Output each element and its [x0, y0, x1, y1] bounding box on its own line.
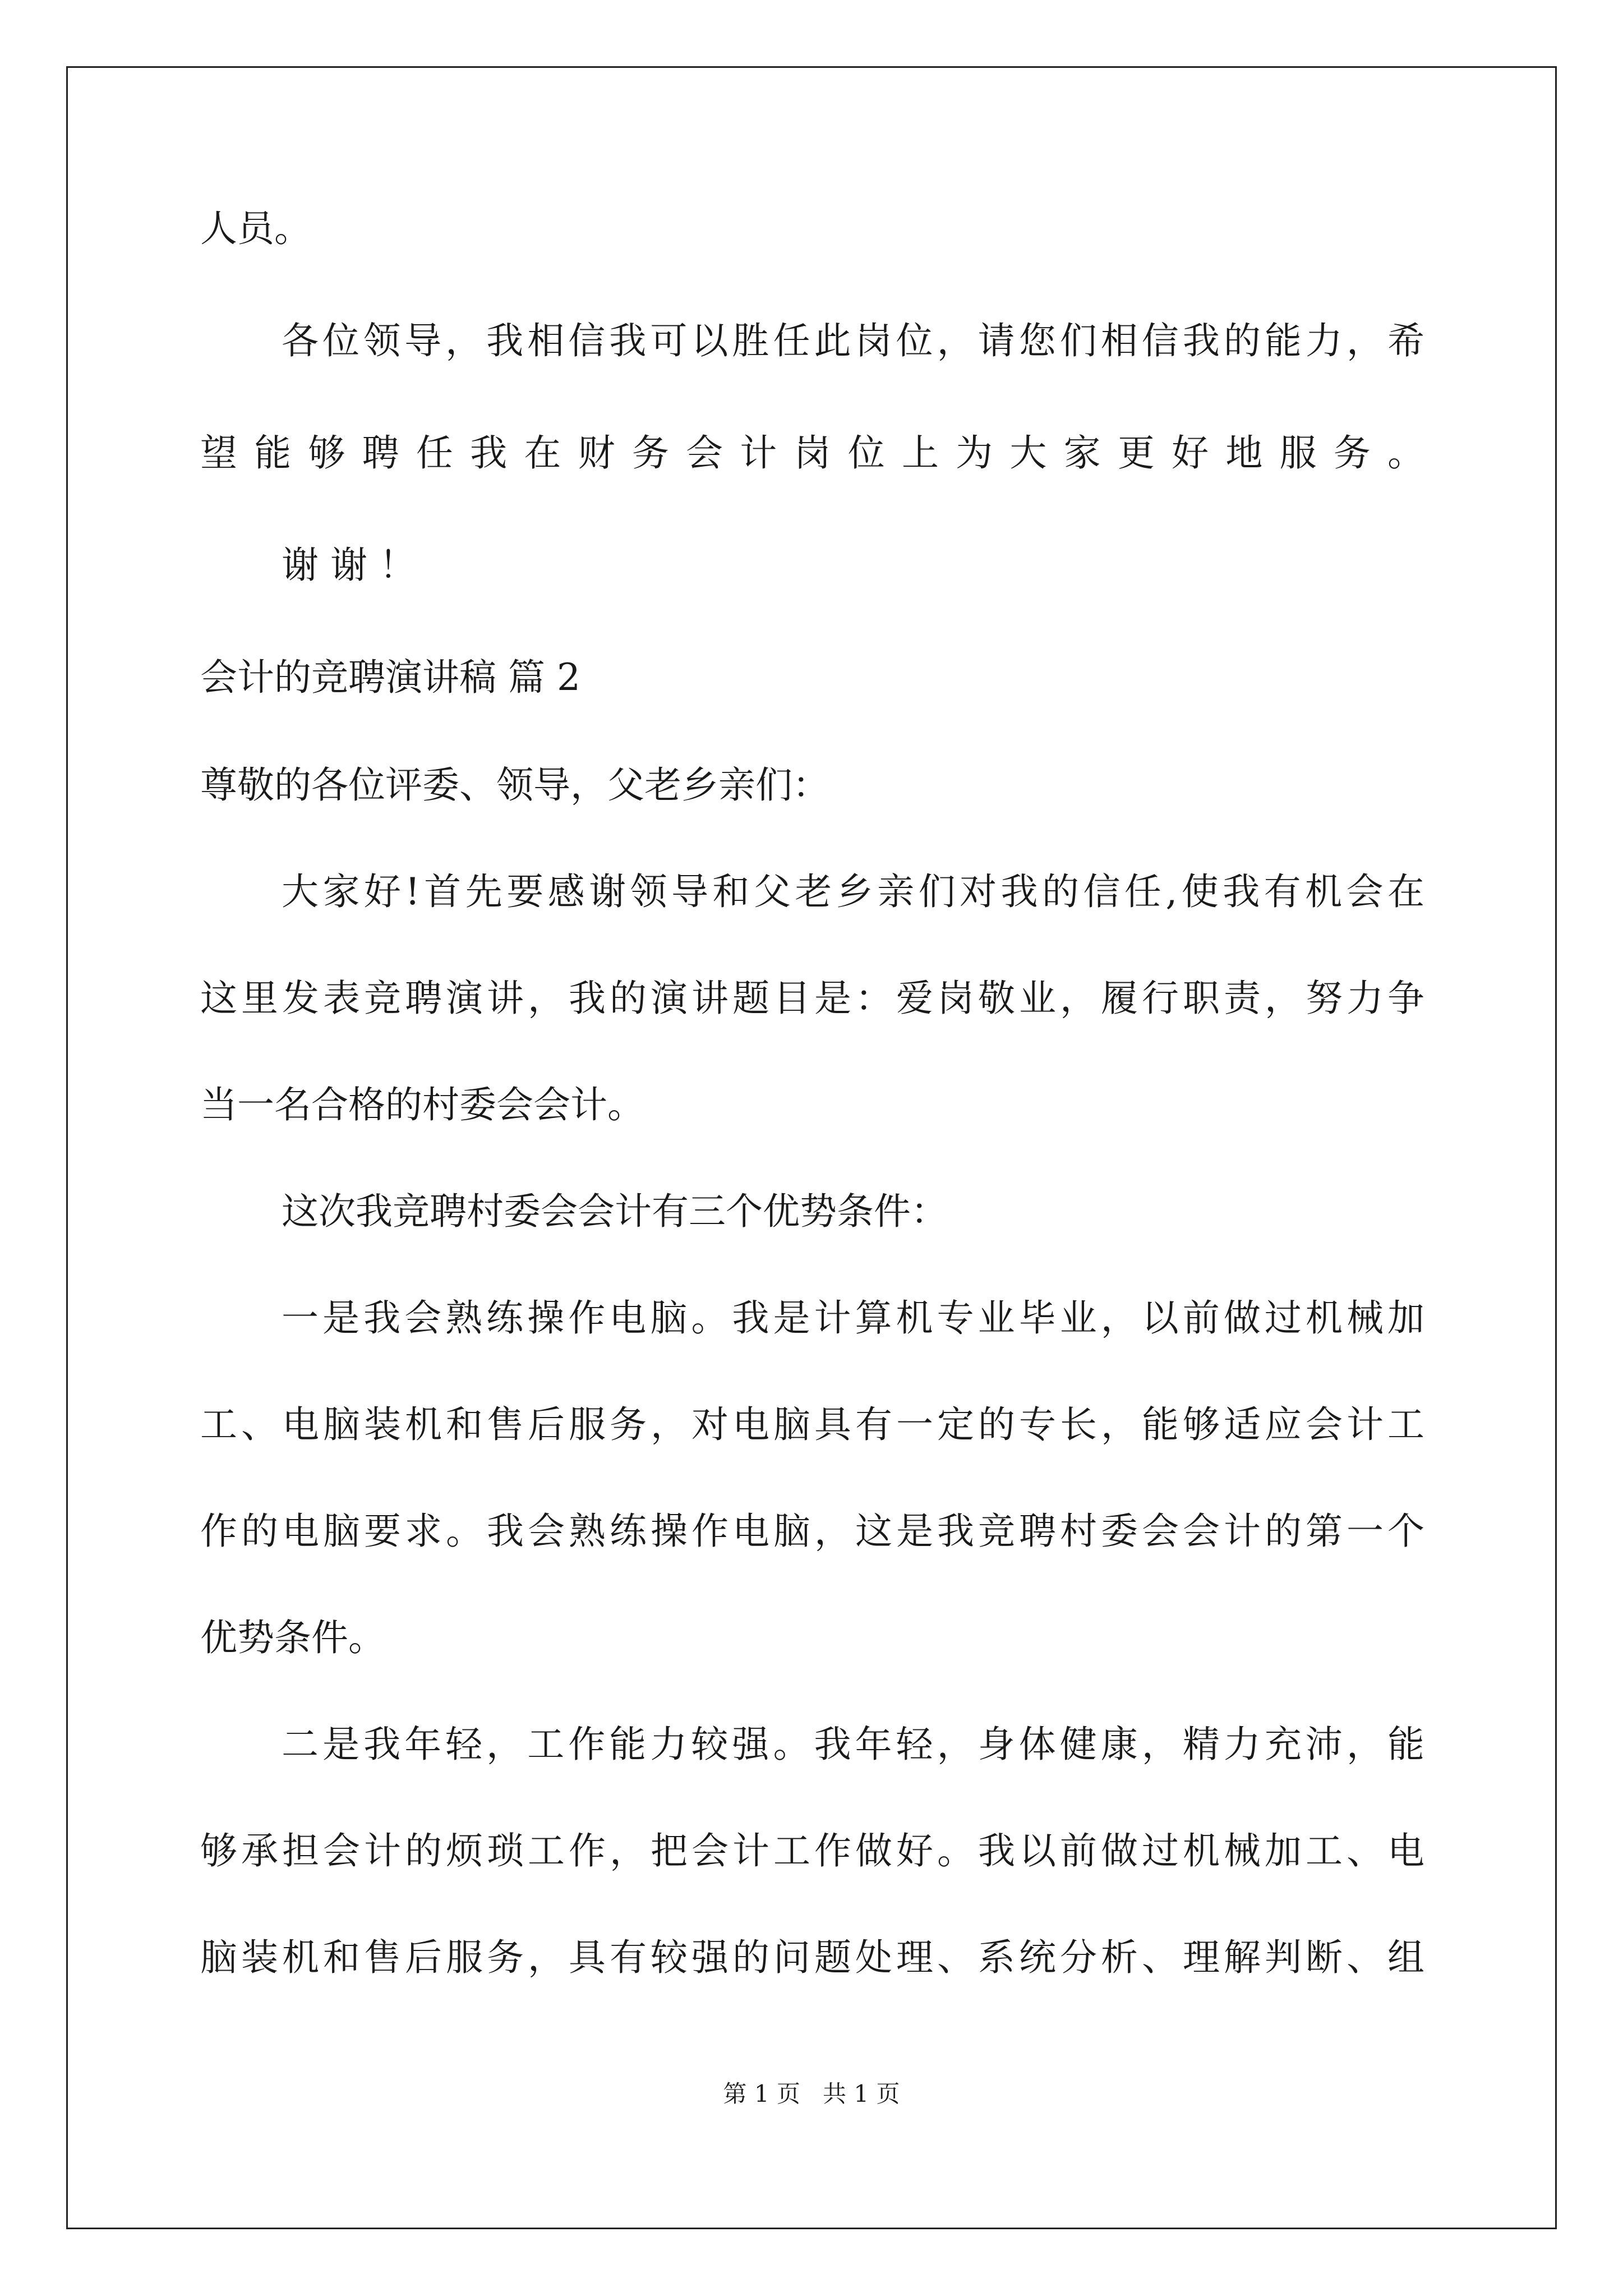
text-line: 优势条件。: [200, 1616, 385, 1659]
text-line: 尊敬的各位评委、领导，父老乡亲们：: [200, 763, 829, 807]
text-line: 作的电脑要求。我会熟练操作电脑，这是我竞聘村委会会计的第一个: [200, 1510, 1424, 1553]
page-border: [66, 66, 1557, 2229]
text-line: 各位领导，我相信我可以胜任此岗位，请您们相信我的能力，希: [282, 319, 1424, 362]
text-line: 人员。: [200, 207, 311, 250]
section-heading: 会计的竞聘演讲稿 篇 2: [200, 656, 580, 699]
text-line: 这次我竞聘村委会会计有三个优势条件：: [282, 1190, 948, 1233]
text-line: 二是我年轻，工作能力较强。我年轻，身体健康，精力充沛，能: [282, 1723, 1424, 1766]
text-line: 一是我会熟练操作电脑。我是计算机专业毕业，以前做过机械加: [282, 1296, 1424, 1340]
text-line: 望能够聘任我在财务会计岗位上为大家更好地服务。: [200, 431, 1424, 475]
page-number-footer: 第 1 页 共 1 页: [723, 2080, 900, 2108]
text-line: 当一名合格的村委会会计。: [200, 1083, 644, 1126]
text-line: 谢 谢 ！: [282, 544, 416, 587]
text-line: 工、电脑装机和售后服务，对电脑具有一定的专长，能够适应会计工: [200, 1403, 1424, 1446]
text-line: 这里发表竞聘演讲，我的演讲题目是：爱岗敬业，履行职责，努力争: [200, 977, 1424, 1020]
text-line: 脑装机和售后服务，具有较强的问题处理、系统分析、理解判断、组: [200, 1936, 1424, 1979]
text-line: 够承担会计的烦琐工作，把会计工作做好。我以前做过机械加工、电: [200, 1829, 1424, 1872]
text-line: 大家好!首先要感谢领导和父老乡亲们对我的信任,使我有机会在: [282, 870, 1424, 913]
